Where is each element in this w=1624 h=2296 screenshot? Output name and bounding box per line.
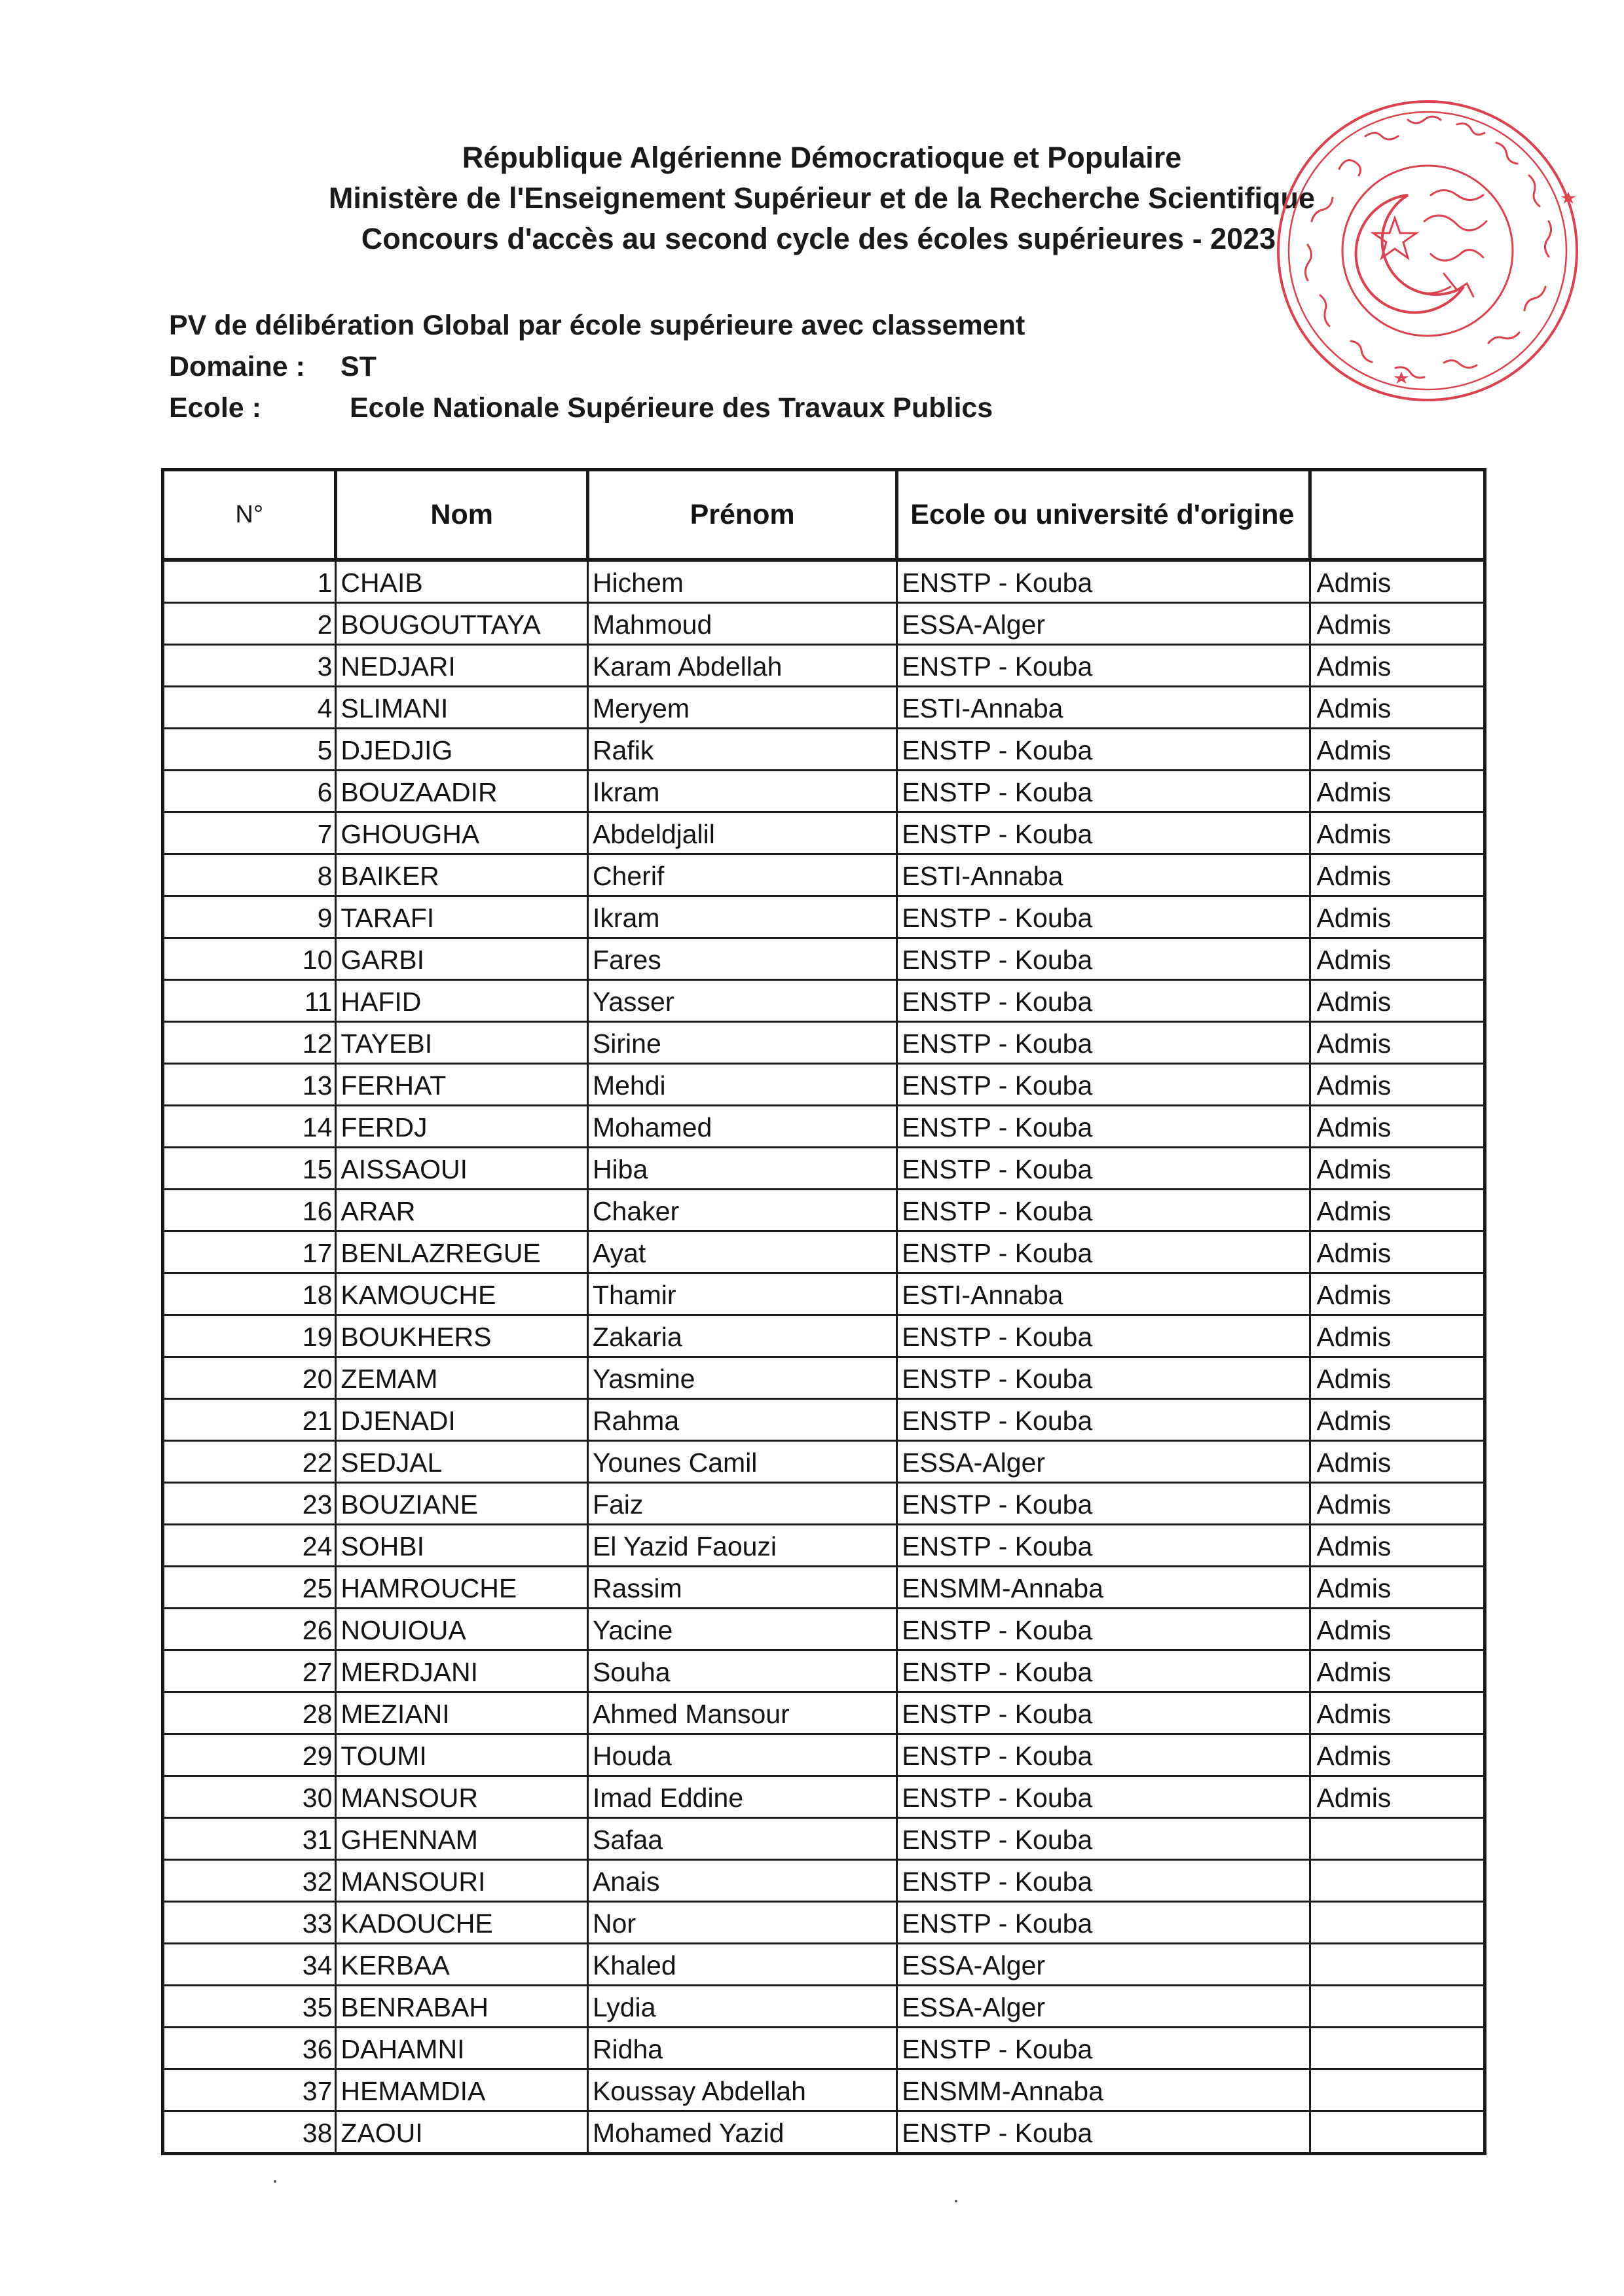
table-row — [163, 771, 1485, 812]
row-nom: BENRABAH — [336, 1986, 588, 2028]
row-number: 34 — [163, 1944, 336, 1986]
header-num: N° — [163, 470, 336, 560]
row-number: 31 — [163, 1818, 336, 1860]
row-prenom: Thamir — [587, 1273, 896, 1315]
row-prenom: Ikram — [587, 771, 896, 812]
row-status: Admis — [1310, 1609, 1485, 1650]
row-status: Admis — [1310, 980, 1485, 1022]
table-row — [163, 896, 1485, 938]
table-row — [163, 1986, 1485, 2028]
row-status: Admis — [1310, 1441, 1485, 1483]
table-row — [163, 1818, 1485, 1860]
row-prenom: Mehdi — [587, 1064, 896, 1106]
row-number: 7 — [163, 812, 336, 854]
row-origine: ENSTP - Kouba — [897, 896, 1310, 938]
table-row — [163, 1567, 1485, 1609]
official-stamp-seal — [1267, 90, 1588, 411]
table-row — [163, 1273, 1485, 1315]
row-origine: ENSTP - Kouba — [897, 1692, 1310, 1734]
row-nom: DAHAMNI — [336, 2028, 588, 2069]
row-status: Admis — [1310, 1483, 1485, 1525]
row-status — [1310, 1860, 1485, 1902]
table-row — [163, 1231, 1485, 1273]
row-nom: TOUMI — [336, 1734, 588, 1776]
table-row — [163, 1734, 1485, 1776]
row-nom: DJEDJIG — [336, 729, 588, 771]
row-number: 23 — [163, 1483, 336, 1525]
row-number: 20 — [163, 1357, 336, 1399]
row-number: 19 — [163, 1315, 336, 1357]
row-origine: ESTI-Annaba — [897, 1273, 1310, 1315]
row-status: Admis — [1310, 603, 1485, 645]
row-status: Admis — [1310, 1022, 1485, 1064]
row-status: Admis — [1310, 938, 1485, 980]
row-origine: ENSTP - Kouba — [897, 1357, 1310, 1399]
row-number: 3 — [163, 645, 336, 687]
row-origine: ESSA-Alger — [897, 1944, 1310, 1986]
table-row — [163, 812, 1485, 854]
table-row — [163, 603, 1485, 645]
ministry-title: Ministère de l'Enseignement Supérieur et de la Recherche Scientifique — [328, 181, 1316, 215]
table-row — [163, 1190, 1485, 1231]
row-nom: DJENADI — [336, 1399, 588, 1441]
row-status: Admis — [1310, 1650, 1485, 1692]
scan-speck — [274, 2180, 276, 2183]
row-prenom: Nor — [587, 1902, 896, 1944]
row-origine: ESSA-Alger — [897, 1441, 1310, 1483]
row-number: 9 — [163, 896, 336, 938]
row-status: Admis — [1310, 896, 1485, 938]
row-nom: ARAR — [336, 1190, 588, 1231]
scan-speck — [955, 2200, 957, 2202]
row-number: 12 — [163, 1022, 336, 1064]
row-origine: ENSTP - Kouba — [897, 771, 1310, 812]
row-prenom: Zakaria — [587, 1315, 896, 1357]
row-number: 25 — [163, 1567, 336, 1609]
row-nom: AISSAOUI — [336, 1148, 588, 1190]
row-prenom: Anais — [587, 1860, 896, 1902]
header-prenom: Prénom — [587, 470, 896, 560]
row-status: Admis — [1310, 1525, 1485, 1567]
row-number: 17 — [163, 1231, 336, 1273]
row-nom: HEMAMDIA — [336, 2069, 588, 2111]
row-number: 24 — [163, 1525, 336, 1567]
table-row — [163, 1022, 1485, 1064]
row-origine: ENSTP - Kouba — [897, 2028, 1310, 2069]
row-origine: ENSTP - Kouba — [897, 1190, 1310, 1231]
row-prenom: Safaa — [587, 1818, 896, 1860]
row-prenom: Mohamed Yazid — [587, 2111, 896, 2154]
row-status: Admis — [1310, 1106, 1485, 1148]
table-row — [163, 1650, 1485, 1692]
row-prenom: Rafik — [587, 729, 896, 771]
row-origine: ENSTP - Kouba — [897, 980, 1310, 1022]
row-prenom: Ahmed Mansour — [587, 1692, 896, 1734]
row-status: Admis — [1310, 1734, 1485, 1776]
header-status — [1310, 470, 1485, 560]
row-status: Admis — [1310, 645, 1485, 687]
republic-title: République Algérienne Démocratioque et Populaire — [462, 141, 1182, 174]
row-origine: ESTI-Annaba — [897, 687, 1310, 729]
header-origine: Ecole ou université d'origine — [897, 470, 1310, 560]
row-number: 2 — [163, 603, 336, 645]
row-status — [1310, 1902, 1485, 1944]
school-value: Ecole Nationale Supérieure des Travaux Publics — [350, 392, 993, 424]
row-status — [1310, 2069, 1485, 2111]
row-nom: BAIKER — [336, 854, 588, 896]
stamp-seal-icon — [1267, 90, 1588, 411]
row-nom: BOUZAADIR — [336, 771, 588, 812]
table-row — [163, 1148, 1485, 1190]
row-nom: BOUGOUTTAYA — [336, 603, 588, 645]
row-status: Admis — [1310, 1567, 1485, 1609]
table-row — [163, 1483, 1485, 1525]
row-nom: MERDJANI — [336, 1650, 588, 1692]
row-origine: ENSMM-Annaba — [897, 2069, 1310, 2111]
table-row — [163, 2028, 1485, 2069]
row-origine: ENSTP - Kouba — [897, 1106, 1310, 1148]
table-row — [163, 645, 1485, 687]
row-prenom: Fares — [587, 938, 896, 980]
table-row — [163, 729, 1485, 771]
row-nom: GHENNAM — [336, 1818, 588, 1860]
row-prenom: Rassim — [587, 1567, 896, 1609]
table-row — [163, 1860, 1485, 1902]
row-origine: ENSTP - Kouba — [897, 1776, 1310, 1818]
table-row — [163, 1609, 1485, 1650]
row-status: Admis — [1310, 1357, 1485, 1399]
row-number: 21 — [163, 1399, 336, 1441]
row-status: Admis — [1310, 1315, 1485, 1357]
table-row — [163, 938, 1485, 980]
row-nom: HAMROUCHE — [336, 1567, 588, 1609]
table-row — [163, 560, 1485, 603]
row-nom: BENLAZREGUE — [336, 1231, 588, 1273]
row-number: 18 — [163, 1273, 336, 1315]
row-prenom: Hiba — [587, 1148, 896, 1190]
row-number: 10 — [163, 938, 336, 980]
ranking-table — [161, 468, 1486, 2155]
table-row — [163, 1776, 1485, 1818]
row-number: 11 — [163, 980, 336, 1022]
row-prenom: Yacine — [587, 1609, 896, 1650]
domain-label: Domaine : — [169, 351, 305, 382]
row-origine: ENSTP - Kouba — [897, 812, 1310, 854]
domain-row — [169, 346, 1025, 388]
row-origine: ENSTP - Kouba — [897, 1902, 1310, 1944]
row-prenom: Khaled — [587, 1944, 896, 1986]
row-number: 14 — [163, 1106, 336, 1148]
row-status: Admis — [1310, 560, 1485, 603]
row-nom: TAYEBI — [336, 1022, 588, 1064]
row-number: 16 — [163, 1190, 336, 1231]
row-status: Admis — [1310, 854, 1485, 896]
row-number: 15 — [163, 1148, 336, 1190]
row-prenom: Yasser — [587, 980, 896, 1022]
row-prenom: Faiz — [587, 1483, 896, 1525]
row-origine: ESSA-Alger — [897, 1986, 1310, 2028]
table-row — [163, 1106, 1485, 1148]
pv-title: PV de délibération Global par école supérieure avec classement — [169, 310, 1025, 341]
row-nom: GARBI — [336, 938, 588, 980]
row-nom: GHOUGHA — [336, 812, 588, 854]
table-header-row — [163, 470, 1485, 560]
row-nom: SEDJAL — [336, 1441, 588, 1483]
table-row — [163, 1902, 1485, 1944]
table-row — [163, 1315, 1485, 1357]
row-nom: CHAIB — [336, 560, 588, 603]
row-nom: NOUIOUA — [336, 1609, 588, 1650]
row-prenom: Hichem — [587, 560, 896, 603]
row-number: 28 — [163, 1692, 336, 1734]
row-prenom: Karam Abdellah — [587, 645, 896, 687]
row-number: 1 — [163, 560, 336, 603]
row-number: 35 — [163, 1986, 336, 2028]
row-origine: ENSTP - Kouba — [897, 1818, 1310, 1860]
table-row — [163, 1399, 1485, 1441]
table-row — [163, 1064, 1485, 1106]
row-status — [1310, 1986, 1485, 2028]
row-prenom: Rahma — [587, 1399, 896, 1441]
row-number: 33 — [163, 1902, 336, 1944]
row-prenom: Souha — [587, 1650, 896, 1692]
row-origine: ENSTP - Kouba — [897, 560, 1310, 603]
row-number: 36 — [163, 2028, 336, 2069]
row-nom: HAFID — [336, 980, 588, 1022]
row-nom: SLIMANI — [336, 687, 588, 729]
row-nom: ZAOUI — [336, 2111, 588, 2154]
row-status — [1310, 2028, 1485, 2069]
row-status: Admis — [1310, 1692, 1485, 1734]
row-prenom: Lydia — [587, 1986, 896, 2028]
row-origine: ENSTP - Kouba — [897, 1483, 1310, 1525]
row-prenom: Ridha — [587, 2028, 896, 2069]
row-nom: TARAFI — [336, 896, 588, 938]
row-origine: ENSTP - Kouba — [897, 1315, 1310, 1357]
row-origine: ENSTP - Kouba — [897, 1399, 1310, 1441]
row-origine: ENSTP - Kouba — [897, 1231, 1310, 1273]
row-status — [1310, 1944, 1485, 1986]
row-nom: SOHBI — [336, 1525, 588, 1567]
table-row — [163, 2111, 1485, 2154]
table-row — [163, 854, 1485, 896]
row-number: 4 — [163, 687, 336, 729]
row-nom: FERHAT — [336, 1064, 588, 1106]
row-number: 8 — [163, 854, 336, 896]
table-row — [163, 1357, 1485, 1399]
row-status — [1310, 2111, 1485, 2154]
row-status: Admis — [1310, 1231, 1485, 1273]
row-number: 29 — [163, 1734, 336, 1776]
row-number: 13 — [163, 1064, 336, 1106]
row-status: Admis — [1310, 1273, 1485, 1315]
table-row — [163, 2069, 1485, 2111]
row-status: Admis — [1310, 1064, 1485, 1106]
row-origine: ENSTP - Kouba — [897, 1609, 1310, 1650]
row-origine: ESTI-Annaba — [897, 854, 1310, 896]
row-origine: ENSTP - Kouba — [897, 645, 1310, 687]
row-status: Admis — [1310, 771, 1485, 812]
row-nom: KERBAA — [336, 1944, 588, 1986]
row-nom: BOUKHERS — [336, 1315, 588, 1357]
row-status: Admis — [1310, 1776, 1485, 1818]
row-origine: ENSMM-Annaba — [897, 1567, 1310, 1609]
document-meta — [169, 305, 1025, 429]
row-status — [1310, 1818, 1485, 1860]
row-nom: KADOUCHE — [336, 1902, 588, 1944]
row-origine: ENSTP - Kouba — [897, 1525, 1310, 1567]
row-nom: ZEMAM — [336, 1357, 588, 1399]
row-nom: MANSOURI — [336, 1860, 588, 1902]
row-origine: ENSTP - Kouba — [897, 729, 1310, 771]
row-number: 22 — [163, 1441, 336, 1483]
school-label: Ecole : — [169, 392, 261, 424]
table-row — [163, 687, 1485, 729]
row-prenom: Mahmoud — [587, 603, 896, 645]
row-status: Admis — [1310, 1190, 1485, 1231]
table-row — [163, 1944, 1485, 1986]
contest-title: Concours d'accès au second cycle des écoles supérieures - 2023 — [361, 222, 1276, 255]
row-origine: ENSTP - Kouba — [897, 1148, 1310, 1190]
row-origine: ENSTP - Kouba — [897, 1734, 1310, 1776]
row-prenom: Koussay Abdellah — [587, 2069, 896, 2111]
row-status: Admis — [1310, 729, 1485, 771]
row-nom: MEZIANI — [336, 1692, 588, 1734]
row-nom: BOUZIANE — [336, 1483, 588, 1525]
table-row — [163, 980, 1485, 1022]
row-nom: FERDJ — [336, 1106, 588, 1148]
row-prenom: Chaker — [587, 1190, 896, 1231]
row-number: 30 — [163, 1776, 336, 1818]
row-prenom: Ikram — [587, 896, 896, 938]
table-row — [163, 1441, 1485, 1483]
row-number: 27 — [163, 1650, 336, 1692]
table-row — [163, 1692, 1485, 1734]
row-origine: ENSTP - Kouba — [897, 2111, 1310, 2154]
row-prenom: Younes Camil — [587, 1441, 896, 1483]
row-prenom: Houda — [587, 1734, 896, 1776]
row-prenom: Cherif — [587, 854, 896, 896]
row-nom: NEDJARI — [336, 645, 588, 687]
row-nom: KAMOUCHE — [336, 1273, 588, 1315]
row-number: 32 — [163, 1860, 336, 1902]
row-number: 38 — [163, 2111, 336, 2154]
row-number: 26 — [163, 1609, 336, 1650]
row-number: 37 — [163, 2069, 336, 2111]
row-prenom: Meryem — [587, 687, 896, 729]
row-origine: ENSTP - Kouba — [897, 1860, 1310, 1902]
row-status: Admis — [1310, 687, 1485, 729]
row-prenom: El Yazid Faouzi — [587, 1525, 896, 1567]
row-prenom: Imad Eddine — [587, 1776, 896, 1818]
row-number: 6 — [163, 771, 336, 812]
row-prenom: Sirine — [587, 1022, 896, 1064]
row-status: Admis — [1310, 1148, 1485, 1190]
row-origine: ENSTP - Kouba — [897, 1650, 1310, 1692]
row-prenom: Yasmine — [587, 1357, 896, 1399]
table-row — [163, 1525, 1485, 1567]
row-origine: ENSTP - Kouba — [897, 1022, 1310, 1064]
row-nom: MANSOUR — [336, 1776, 588, 1818]
row-origine: ESSA-Alger — [897, 603, 1310, 645]
row-prenom: Abdeldjalil — [587, 812, 896, 854]
domain-value: ST — [341, 351, 377, 382]
header-nom: Nom — [336, 470, 588, 560]
row-number: 5 — [163, 729, 336, 771]
row-origine: ENSTP - Kouba — [897, 938, 1310, 980]
row-status: Admis — [1310, 812, 1485, 854]
school-row — [169, 388, 1025, 429]
row-origine: ENSTP - Kouba — [897, 1064, 1310, 1106]
row-status: Admis — [1310, 1399, 1485, 1441]
row-prenom: Mohamed — [587, 1106, 896, 1148]
row-prenom: Ayat — [587, 1231, 896, 1273]
